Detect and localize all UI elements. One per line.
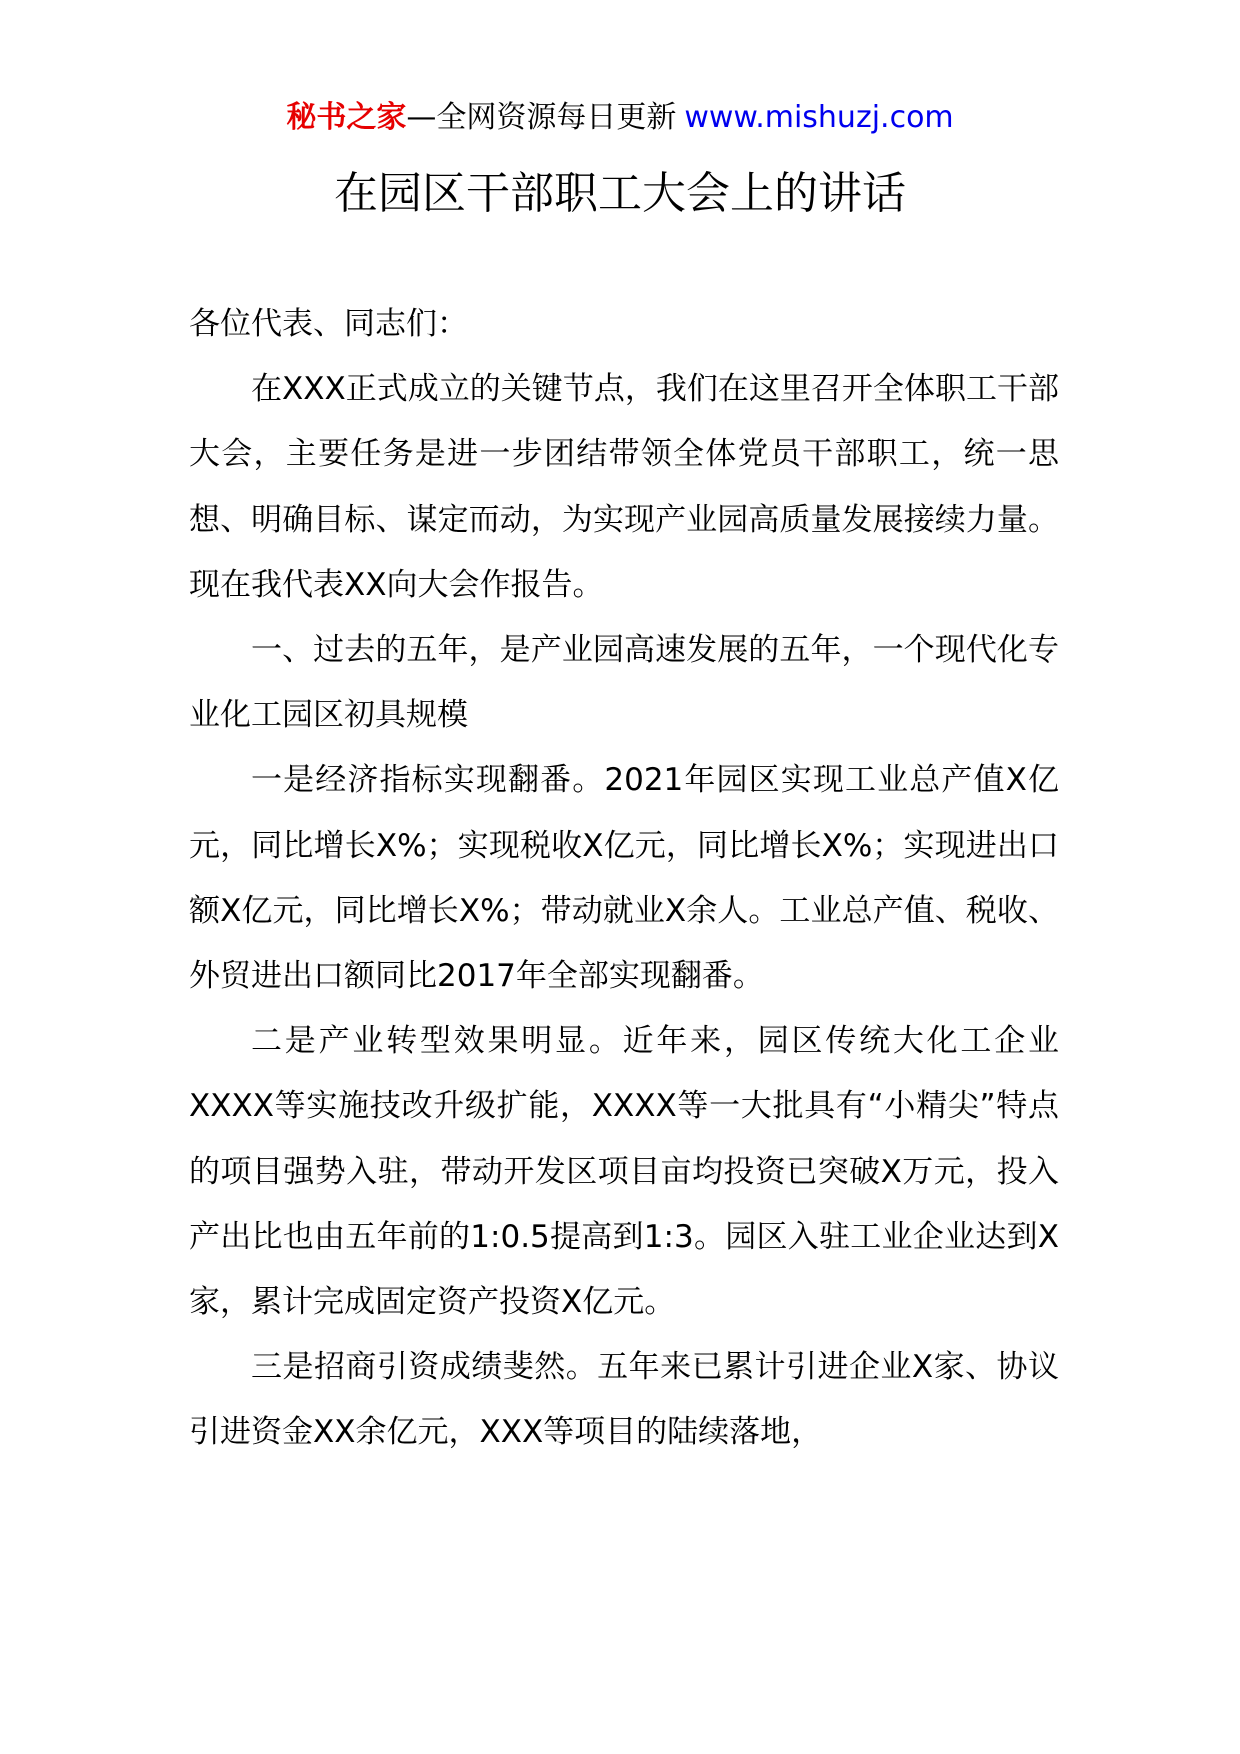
section-heading-1: 一、过去的五年，是产业园高速发展的五年，一个现代化专业化工园区初具规模 xyxy=(189,632,1059,734)
header-tagline: —全网资源每日更新 xyxy=(406,100,677,135)
paragraph-economic-indicators: 一是经济指标实现翻番。2021年园区实现工业总产值X亿元，同比增长X%；实现税收X亿元，同比增长X%；实现进出口额X亿元，同比增长X%；带动就业X余人。工业总产值、税收、外贸进出口额同比2017年全部实现翻番。 xyxy=(189,762,1059,995)
site-header xyxy=(0,98,1240,138)
paragraph-intro: 在XXX正式成立的关键节点，我们在这里召开全体职工干部大会，主要任务是进一步团结带领全体党员干部职工，统一思想、明确目标、谋定而动，为实现产业园高质量发展接续力量。现在我代表XX向大会作报告。 xyxy=(189,371,1059,603)
document-body xyxy=(189,292,1059,1466)
paragraph-industrial-transformation: 二是产业转型效果明显。近年来，园区传统大化工企业XXXX等实施技改升级扩能，XXXX等一大批具有“小精尖”特点的项目强势入驻，带动开发区项目亩均投资已突破X万元，投入产出比也由五年前的1:0.5提高到1:3。园区入驻工业企业达到X家，累计完成固定资产投资X亿元。 xyxy=(189,1023,1059,1321)
greeting: 各位代表、同志们： xyxy=(189,306,468,342)
brand-name: 秘书之家 xyxy=(286,100,407,135)
site-url-link[interactable]: www.mishuzj.com xyxy=(684,100,954,135)
document-title: 在园区干部职工大会上的讲话 xyxy=(334,168,906,219)
paragraph-investment-attraction: 三是招商引资成绩斐然。五年来已累计引进企业X家、协议引进资金XX余亿元，XXX等项目的陆续落地， xyxy=(189,1349,1059,1451)
